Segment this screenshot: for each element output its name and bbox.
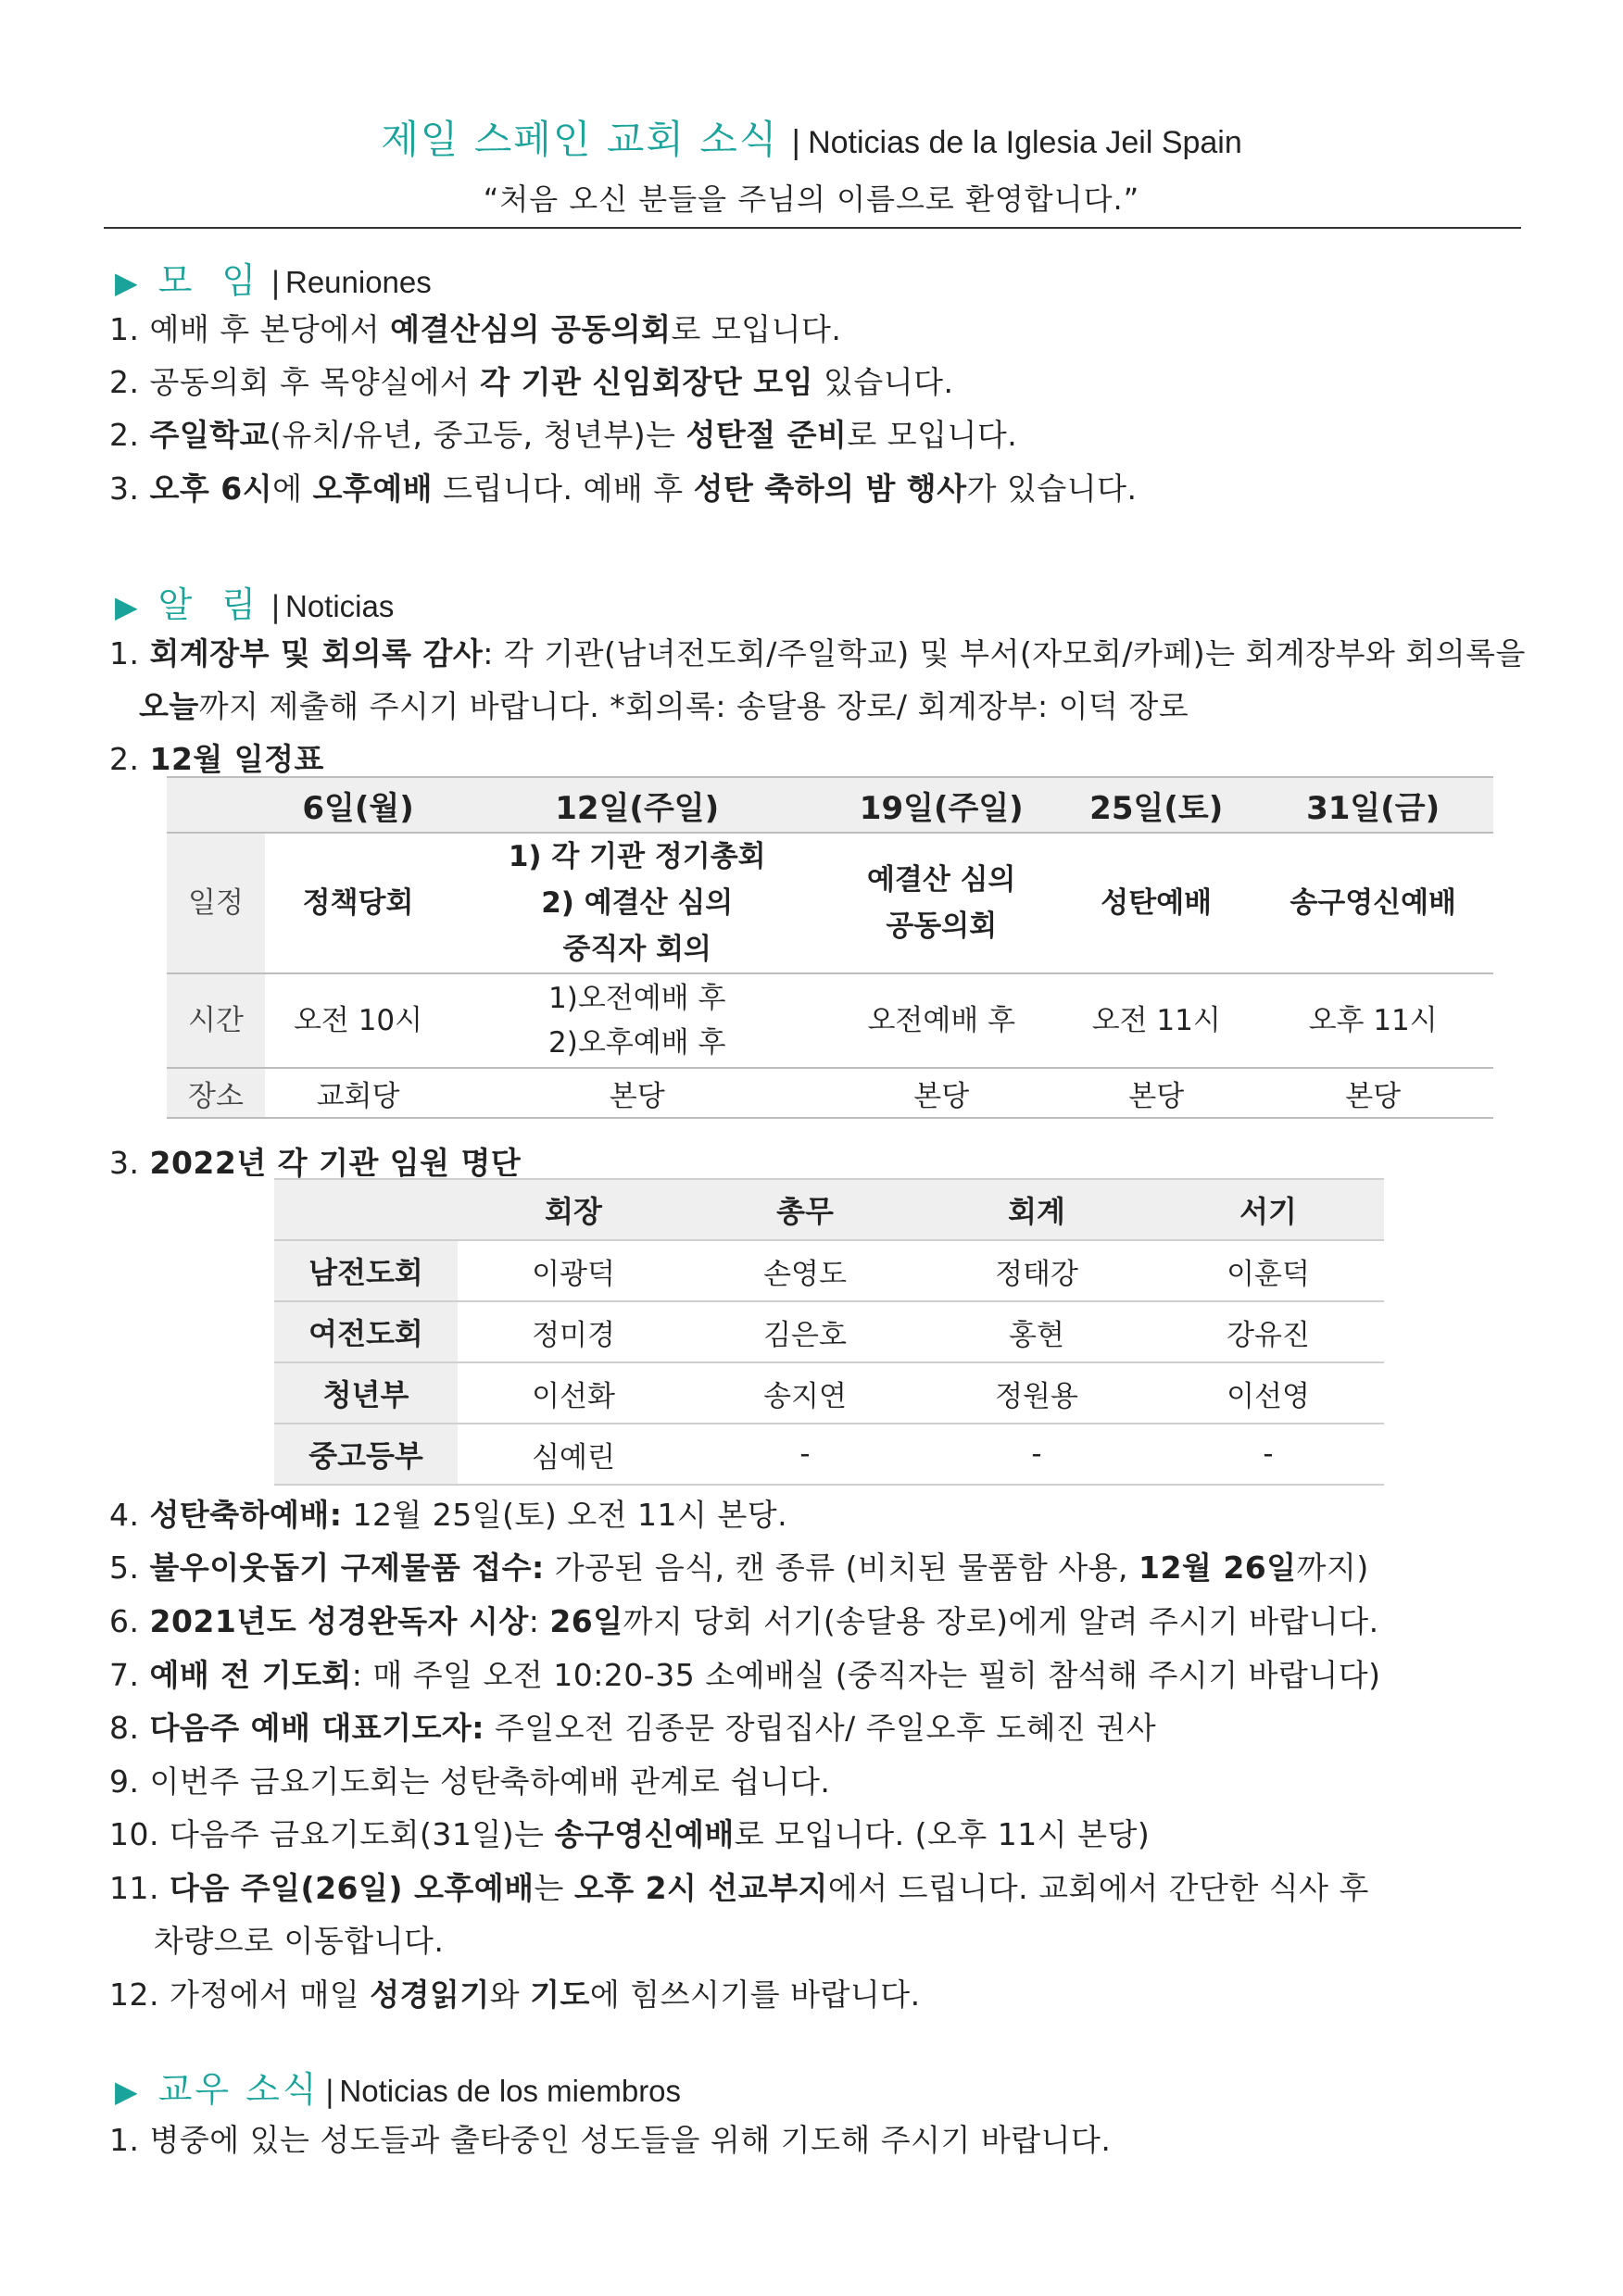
bulletin-header xyxy=(0,109,1623,165)
schedule-cell xyxy=(1252,833,1493,973)
officers-cell: 정태강 xyxy=(995,1257,1078,1291)
officers-cell: 이선영 xyxy=(1227,1379,1310,1413)
notice-item: 9. 이번주 금요기도회는 성탄축하예배 관계로 쉽니다. xyxy=(109,1763,831,1800)
section-title-spanish: Noticias xyxy=(284,589,395,623)
bold-text: 예결산심의 공동의회 xyxy=(390,311,672,347)
section-title-spanish: Reuniones xyxy=(284,265,432,299)
schedule-row-place xyxy=(167,1068,1493,1118)
schedule-header-cell: 25일(토) xyxy=(1089,789,1224,827)
bold-text: 오후예배 xyxy=(312,470,433,507)
notice-item-continuation: 오늘까지 제출해 주시기 바랍니다. *회의록: 송달용 장로/ 회계장부: 이덕 장로 xyxy=(139,688,1189,724)
bold-text: 오후 6시 xyxy=(149,470,273,507)
schedule-row-event xyxy=(167,833,1493,973)
notice-item: 4. 성탄축하예배: 12월 25일(토) 오전 11시 본당. xyxy=(109,1497,788,1533)
officers-cell: 강유진 xyxy=(1227,1318,1310,1352)
december-schedule-table xyxy=(167,776,1493,1119)
notice-item-continuation: 차량으로 이동합니다. xyxy=(154,1923,445,1959)
bold-text: 2022년 각 기관 임원 명단 xyxy=(149,1145,522,1181)
schedule-cell xyxy=(1060,833,1252,973)
cell-line: 오후 11시 xyxy=(1308,1004,1438,1037)
schedule-cell xyxy=(265,973,451,1068)
section-title-korean: 교우 소식 xyxy=(157,2069,320,2110)
officers-row xyxy=(274,1424,1384,1485)
schedule-cell xyxy=(1060,1068,1252,1118)
cell-line: 교회당 xyxy=(316,1079,400,1113)
section-separator: | xyxy=(270,589,281,624)
schedule-cell xyxy=(823,973,1060,1068)
schedule-cell xyxy=(823,833,1060,973)
bold-text: 다음 주일(26일) 오후예배 xyxy=(169,1870,535,1906)
schedule-header-cell: 31일(금) xyxy=(1306,789,1441,827)
cell-line: 오전예배 후 xyxy=(867,1004,1016,1037)
schedule-row-label: 시간 xyxy=(167,973,265,1068)
bold-text: 예배 전 기도회 xyxy=(149,1657,352,1693)
bold-text: 성경읽기 xyxy=(370,1976,490,2013)
cell-line: 본당 xyxy=(913,1079,970,1113)
notice-item: 5. 불우이웃돕기 구제물품 접수: 가공된 음식, 캔 종류 (비치된 물품함 사용, 12월 26일까지) xyxy=(109,1549,1369,1586)
bold-text: 26일 xyxy=(549,1603,623,1639)
cell-line: 예결산 심의 xyxy=(866,863,1016,897)
bold-text: 성탄축하예배: xyxy=(149,1497,343,1533)
cell-line: 성탄예배 xyxy=(1101,886,1213,920)
officers-header-cell: 회계 xyxy=(1008,1194,1065,1229)
bold-text: 12월 26일 xyxy=(1139,1549,1297,1586)
schedule-header-row xyxy=(167,777,1493,833)
cell-line: 송구영신예배 xyxy=(1290,886,1456,920)
bold-text: 성탄 축하의 밤 행사 xyxy=(693,470,967,507)
play-triangle-icon: ▶ xyxy=(115,265,138,300)
cell-line: 2) 예결산 심의 xyxy=(541,886,734,920)
meeting-item: 2. 공동의회 후 목양실에서 각 기관 신임회장단 모임 있습니다. xyxy=(109,364,954,400)
officers-row-label: 남전도회 xyxy=(274,1240,458,1301)
officers-row xyxy=(274,1240,1384,1301)
schedule-cell xyxy=(265,1068,451,1118)
section-header-meetings xyxy=(115,252,432,303)
meeting-item: 2. 주일학교(유치/유년, 중고등, 청년부)는 성탄절 준비로 모입니다. xyxy=(109,417,1018,453)
notice-item: 10. 다음주 금요기도회(31일)는 송구영신예배로 모입니다. (오후 11시 본당) xyxy=(109,1816,1151,1852)
cell-line: 중직자 회의 xyxy=(562,933,711,966)
officers-cell: - xyxy=(1263,1437,1274,1471)
cell-line: 본당 xyxy=(609,1079,665,1113)
play-triangle-icon: ▶ xyxy=(115,589,138,624)
bold-text: 오늘 xyxy=(139,688,199,724)
bold-text: 오후 2시 선교부지 xyxy=(573,1870,828,1906)
officers-header-cell: 서기 xyxy=(1239,1194,1297,1229)
meeting-item: 1. 예배 후 본당에서 예결산심의 공동의회로 모입니다. xyxy=(109,311,842,347)
officers-cell: 심예린 xyxy=(532,1440,615,1474)
welcome-subtitle: “처음 오신 분들을 주님의 이름으로 환영합니다.” xyxy=(483,182,1140,217)
members-news-item: 1. 병중에 있는 성도들과 출타중인 성도들을 위해 기도해 주시기 바랍니다. xyxy=(109,2122,1112,2158)
schedule-cell xyxy=(451,973,823,1068)
officers-row xyxy=(274,1301,1384,1362)
officers-cell: 정미경 xyxy=(532,1318,615,1352)
cell-line: 공동의회 xyxy=(886,910,998,943)
bold-text: 각 기관 신임회장단 모임 xyxy=(480,364,813,400)
schedule-header-cell: 6일(월) xyxy=(302,789,414,827)
section-header-members xyxy=(115,2061,681,2112)
officers-cell: - xyxy=(799,1437,811,1471)
schedule-cell xyxy=(451,833,823,973)
officers-cell: 정원용 xyxy=(995,1379,1078,1413)
notice-item: 2. 12월 일정표 xyxy=(109,741,324,777)
officers-cell: 송지연 xyxy=(763,1379,847,1413)
bold-text: 회계장부 및 회의록 감사 xyxy=(149,635,484,671)
notice-item: 1. 회계장부 및 회의록 감사: 각 기관(남녀전도회/주일학교) 및 부서(자모회/카페)는 회계장부와 회의록을 xyxy=(109,635,1526,671)
officers-cell: - xyxy=(1031,1437,1042,1471)
schedule-cell xyxy=(1252,973,1493,1068)
schedule-cell xyxy=(265,833,451,973)
schedule-cell xyxy=(451,1068,823,1118)
officers-header-cell: 총무 xyxy=(776,1194,834,1229)
schedule-header-cell: 12일(주일) xyxy=(555,789,720,827)
bold-text: 불우이웃돕기 구제물품 접수: xyxy=(149,1549,545,1586)
bold-text: 다음주 예배 대표기도자: xyxy=(149,1710,484,1746)
section-separator: | xyxy=(270,265,281,300)
officers-cell: 손영도 xyxy=(763,1257,847,1291)
cell-line: 정책당회 xyxy=(302,886,414,920)
cell-line: 2)오후예배 후 xyxy=(548,1026,726,1060)
bold-text: 성탄절 준비 xyxy=(686,417,848,453)
cell-line: 본당 xyxy=(1128,1079,1185,1113)
officers-cell: 김은호 xyxy=(763,1318,847,1352)
section-header-notices xyxy=(115,576,394,627)
officers-cell: 이훈덕 xyxy=(1227,1257,1310,1291)
header-divider xyxy=(104,227,1521,229)
schedule-cell xyxy=(1252,1068,1493,1118)
notice-item: 8. 다음주 예배 대표기도자: 주일오전 김종문 장립집사/ 주일오후 도혜진 권사 xyxy=(109,1710,1157,1746)
notice-item: 7. 예배 전 기도회: 매 주일 오전 10:20-35 소예배실 (중직자는 필히 참석해 주시기 바랍니다) xyxy=(109,1657,1381,1693)
schedule-header-cell xyxy=(167,777,265,833)
officers-cell: 홍현 xyxy=(1009,1318,1064,1352)
schedule-row-label: 일정 xyxy=(167,833,265,973)
cell-line: 1) 각 기관 정기총회 xyxy=(508,840,766,873)
meeting-item: 3. 오후 6시에 오후예배 드립니다. 예배 후 성탄 축하의 밤 행사가 있습니다. xyxy=(109,470,1138,507)
officers-row-label: 중고등부 xyxy=(274,1424,458,1485)
cell-line: 오전 11시 xyxy=(1091,1004,1221,1037)
officers-row-label: 청년부 xyxy=(274,1362,458,1424)
officers-header-cell xyxy=(274,1179,458,1240)
section-title-spanish: Noticias de los miembros xyxy=(339,2074,682,2108)
title-separator: | xyxy=(790,124,801,161)
officers-header-cell: 회장 xyxy=(545,1194,602,1229)
officers-cell: 이광덕 xyxy=(532,1257,615,1291)
officers-cell: 이선화 xyxy=(532,1379,615,1413)
bold-text: 송구영신예배 xyxy=(554,1816,735,1852)
title-korean: 제일 스페인 교회 소식 xyxy=(381,117,779,162)
bold-text: 기도 xyxy=(530,1976,590,2013)
play-triangle-icon: ▶ xyxy=(115,2074,138,2109)
officers-row xyxy=(274,1362,1384,1424)
officers-table xyxy=(274,1178,1384,1486)
bold-text: 12월 일정표 xyxy=(149,741,324,777)
notice-item: 11. 다음 주일(26일) 오후예배는 오후 2시 선교부지에서 드립니다. 교회에서 간단한 식사 후 xyxy=(109,1870,1369,1906)
section-separator: | xyxy=(324,2074,335,2109)
bold-text: 2021년도 성경완독자 시상 xyxy=(149,1603,529,1639)
bold-text: 주일학교 xyxy=(149,417,270,453)
section-title-korean: 모 임 xyxy=(157,260,266,301)
schedule-row-time xyxy=(167,973,1493,1068)
cell-line: 본당 xyxy=(1345,1079,1402,1113)
officers-header-row xyxy=(274,1179,1384,1240)
notice-item: 6. 2021년도 성경완독자 시상: 26일까지 당회 서기(송달용 장로)에게 알려 주시기 바랍니다. xyxy=(109,1603,1379,1639)
cell-line: 오전 10시 xyxy=(293,1004,423,1037)
schedule-row-label: 장소 xyxy=(167,1068,265,1118)
notice-item: 3. 2022년 각 기관 임원 명단 xyxy=(109,1145,522,1181)
schedule-header-cell: 19일(주일) xyxy=(859,789,1024,827)
section-title-korean: 알 림 xyxy=(157,584,266,625)
schedule-cell xyxy=(1060,973,1252,1068)
schedule-cell xyxy=(823,1068,1060,1118)
officers-row-label: 여전도회 xyxy=(274,1301,458,1362)
cell-line: 1)오전예배 후 xyxy=(548,982,726,1015)
notice-item: 12. 가정에서 매일 성경읽기와 기도에 힘쓰시기를 바랍니다. xyxy=(109,1976,921,2013)
title-spanish: Noticias de la Iglesia Jeil Spain xyxy=(808,125,1242,160)
